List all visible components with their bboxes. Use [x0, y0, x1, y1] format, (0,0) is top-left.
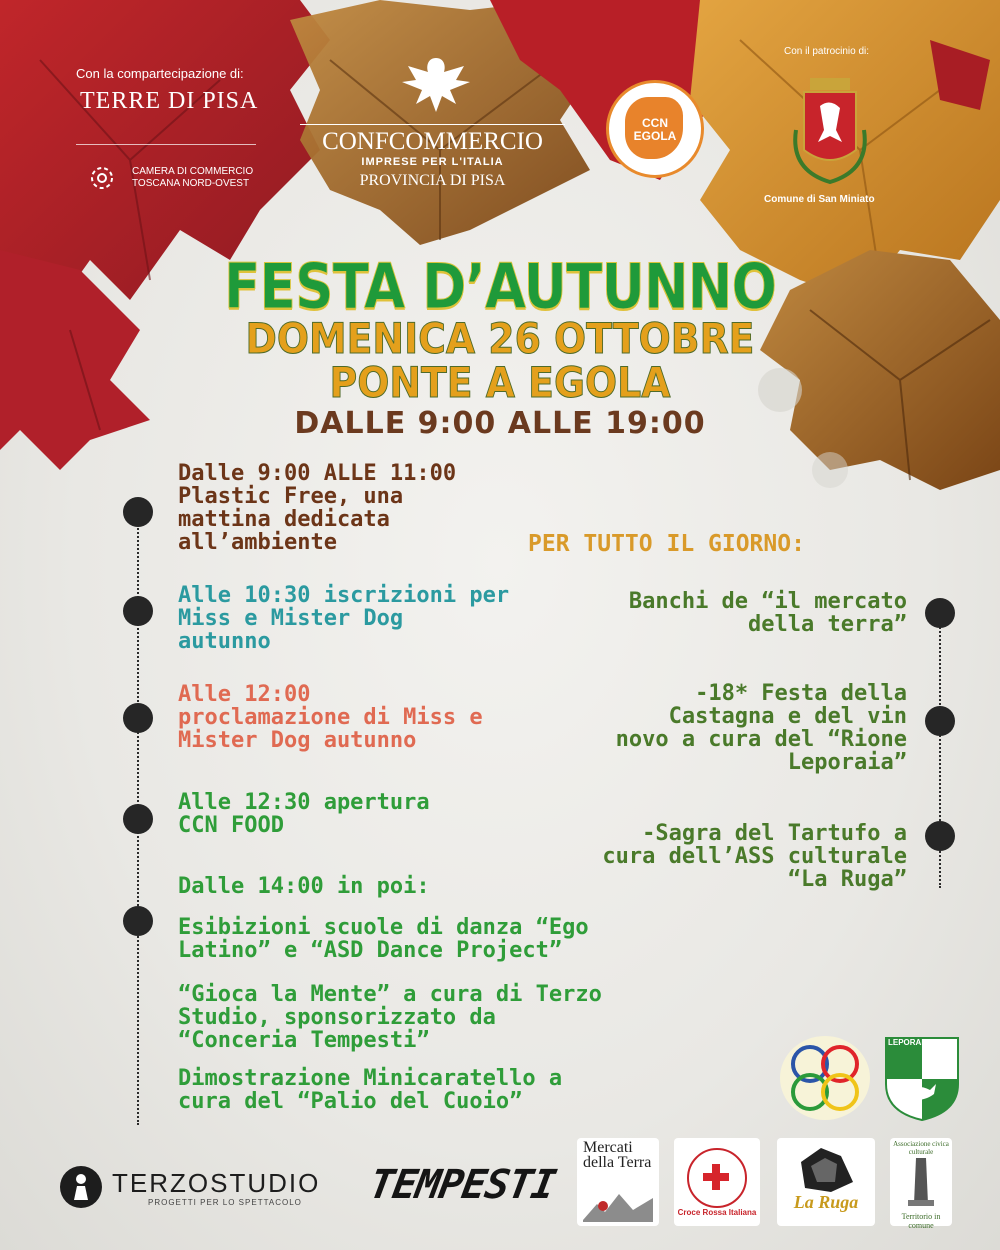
- all-day-market: Banchi de “il mercato della terra”: [628, 589, 907, 637]
- chamber-of-commerce-logo: [88, 164, 116, 196]
- croce-rossa-text: Croce Rossa Italiana: [677, 1208, 757, 1217]
- san-miniato-crest-icon: [790, 70, 870, 194]
- event-miss-dog-registration: Alle 10:30 iscrizioni per Miss e Mister Dog autunno: [178, 583, 510, 654]
- event-gioca-la-mente: “Gioca la Mente” a cura di Terzo Studio, sponsorizzato da “Conceria Tempesti”: [178, 982, 602, 1053]
- territorio-in-comune-logo: [890, 1138, 952, 1230]
- event-miss-dog-proclamation: Alle 12:00 proclamazione di Miss e Mister Dog autunno: [178, 682, 483, 753]
- all-day-chestnut-festival: -18* Festa della Castagna e del vin novo a cura del “Rione Leporaia”: [615, 681, 907, 775]
- ccn-line-1: CCN: [642, 116, 668, 130]
- terzostudio-icon: [60, 1166, 102, 1208]
- co-participation-label: Con la compartecipazione di:: [76, 66, 244, 81]
- leporaia-text: LEPORAIA: [888, 1038, 930, 1047]
- timeline-dot: [123, 703, 153, 733]
- event-afternoon-heading: Dalle 14:00 in poi:: [178, 874, 430, 899]
- confcommercio-tagline: IMPRESE PER L'ITALIA: [361, 156, 504, 168]
- ccn-egola-logo: [606, 80, 704, 178]
- timeline-dot: [925, 706, 955, 736]
- la-ruga-logo: [777, 1138, 875, 1226]
- confcommercio-eagle-icon: [398, 52, 474, 122]
- event-dance-schools: Esibizioni scuole di danza “Ego Latino” e “ASD Dance Project”: [178, 915, 589, 963]
- confcommercio-province: PROVINCIA DI PISA: [359, 172, 506, 189]
- mercati-text: [583, 1140, 651, 1170]
- ccn-egola-text: [609, 117, 701, 143]
- event-plastic-free: Dalle 9:00 ALLE 11:00 Plastic Free, una mattina dedicata all’ambiente: [178, 461, 457, 555]
- rioni-logo: [780, 1036, 870, 1120]
- terre-di-pisa-logo: [80, 88, 260, 128]
- all-day-heading: PER TUTTO IL GIORNO:: [528, 531, 805, 557]
- divider: [300, 124, 565, 125]
- ccn-line-2: EGOLA: [633, 129, 677, 143]
- la-ruga-text: La Ruga: [793, 1192, 859, 1212]
- timeline-dot: [925, 821, 955, 851]
- leporaia-shield-logo: [884, 1034, 960, 1126]
- event-date: DOMENICA 26 OTTOBRE: [245, 314, 755, 363]
- divider: [76, 144, 256, 145]
- all-day-truffle-festival: -Sagra del Tartufo a cura dell’ASS culturale “La Ruga”: [602, 821, 907, 892]
- croce-rossa-logo: [674, 1138, 760, 1226]
- terzostudio-name: TERZOSTUDIO: [112, 1168, 321, 1198]
- territorio-bottom-text: Territorio in comune: [901, 1212, 941, 1230]
- san-miniato-label: Comune di San Miniato: [764, 194, 875, 205]
- timeline-dot: [123, 596, 153, 626]
- event-ccn-food: Alle 12:30 apertura CCN FOOD: [178, 790, 430, 838]
- tempesti-logo: TEMPESTI: [365, 1162, 559, 1208]
- event-location: PONTE A EGOLA: [329, 358, 671, 407]
- event-minicaratello: Dimostrazione Minicaratello a cura del “Palio del Cuoio”: [178, 1066, 563, 1114]
- event-hours: DALLE 9:00 ALLE 19:00: [294, 406, 706, 441]
- timeline-dot: [123, 906, 153, 936]
- terre-di-pisa-text: TERRE DI PISA: [80, 88, 259, 114]
- red-cross-icon: [703, 1164, 729, 1190]
- timeline-dot: [123, 497, 153, 527]
- chamber-of-commerce-text: [132, 166, 262, 190]
- timeline-dot: [123, 804, 153, 834]
- mercati-della-terra-logo: [577, 1138, 659, 1226]
- confcommercio-name: CONFCOMMERCIO: [322, 128, 543, 155]
- mercati-line-1: Mercati: [583, 1139, 633, 1156]
- terzostudio-tagline: PROGETTI PER LO SPETTACOLO: [148, 1198, 302, 1207]
- chamber-emblem-icon: [88, 164, 116, 192]
- timeline-dot: [925, 598, 955, 628]
- chamber-line-1: CAMERA DI COMMERCIO: [132, 166, 254, 177]
- mercati-line-2: della Terra: [583, 1154, 652, 1171]
- chamber-line-2: TOSCANA NORD-OVEST: [132, 178, 250, 189]
- territorio-top-text: Associazione civica culturale: [893, 1140, 949, 1156]
- patronage-label: Con il patrocinio di:: [784, 46, 870, 57]
- page-title: FESTA D’AUTUNNO: [223, 250, 777, 323]
